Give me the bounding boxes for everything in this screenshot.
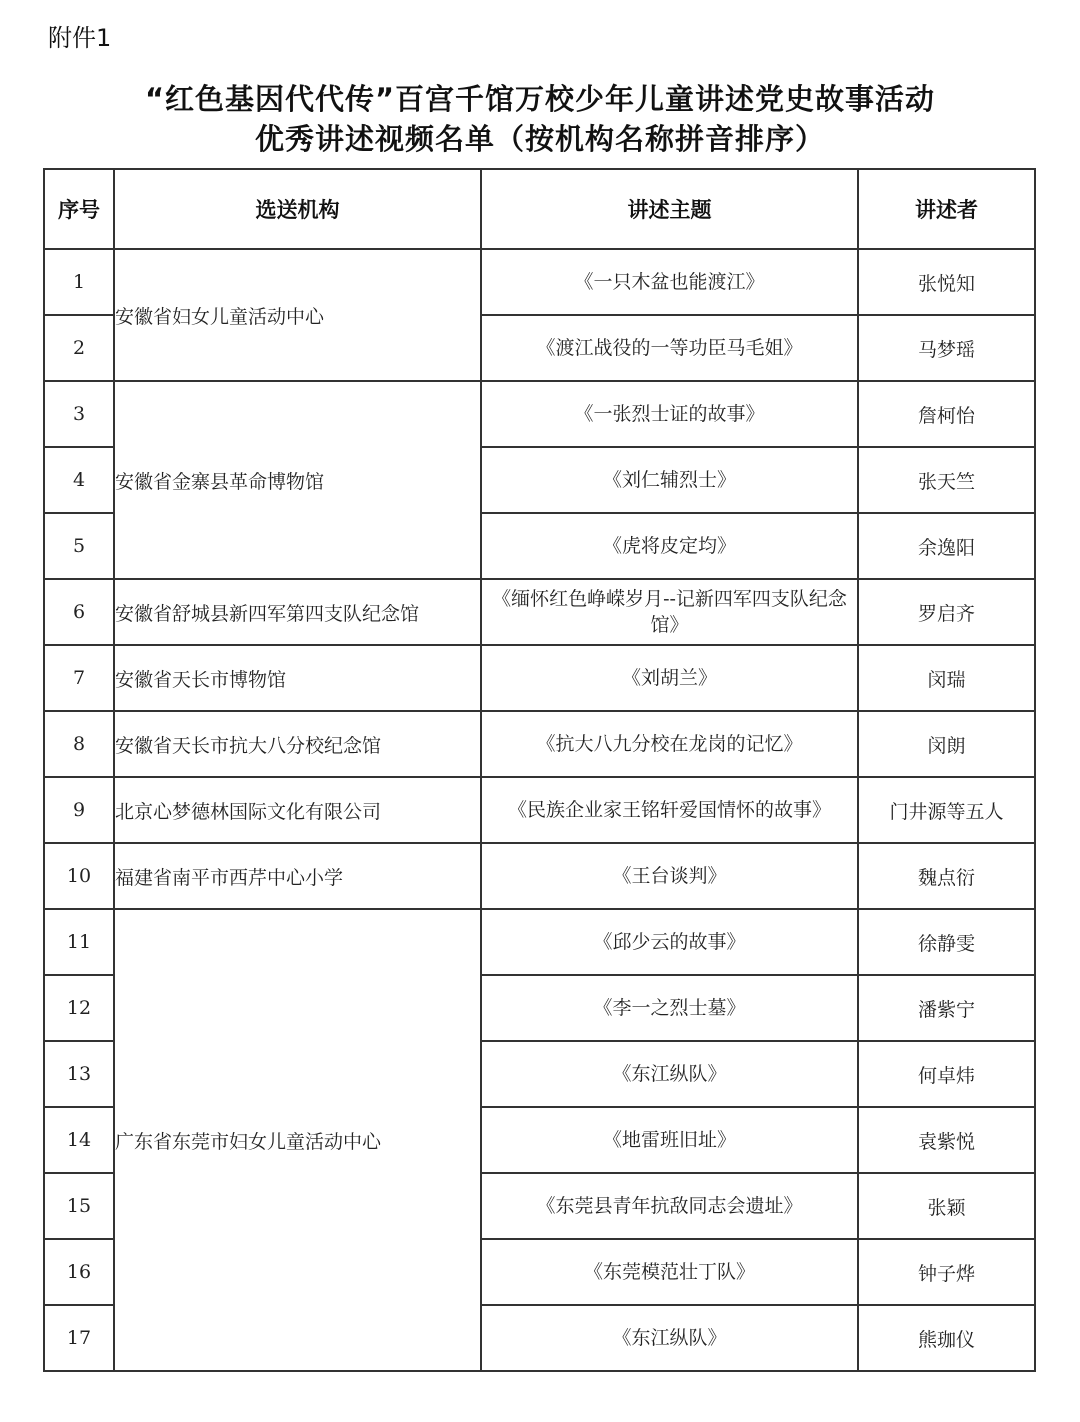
topic-cell: 《缅怀红色峥嵘岁月--记新四军四支队纪念馆》	[481, 579, 858, 645]
serial-number-cell: 1	[44, 249, 114, 315]
attachment-label: 附件1	[48, 24, 112, 52]
narrator-cell: 何卓炜	[858, 1041, 1035, 1107]
topic-cell: 《抗大八九分校在龙岗的记忆》	[481, 711, 858, 777]
table-row	[44, 777, 1035, 843]
table-header-row	[44, 169, 1035, 249]
table-row	[44, 645, 1035, 711]
organization-cell: 福建省南平市西芹中心小学	[114, 843, 481, 909]
serial-number-cell: 14	[44, 1107, 114, 1173]
narrator-cell: 闵瑞	[858, 645, 1035, 711]
organization-cell: 安徽省天长市抗大八分校纪念馆	[114, 711, 481, 777]
serial-number-cell: 3	[44, 381, 114, 447]
document-title-line-1: “红色基因代代传”百宫千馆万校少年儿童讲述党史故事活动	[144, 82, 936, 116]
topic-cell: 《东莞模范壮丁队》	[481, 1239, 858, 1305]
topic-cell: 《邱少云的故事》	[481, 909, 858, 975]
table-body	[44, 249, 1035, 1371]
serial-number-cell: 17	[44, 1305, 114, 1371]
narrator-cell: 张悦知	[858, 249, 1035, 315]
serial-number-cell: 13	[44, 1041, 114, 1107]
serial-number-cell: 12	[44, 975, 114, 1041]
organization-cell: 安徽省舒城县新四军第四支队纪念馆	[114, 579, 481, 645]
video-list-table	[43, 168, 1036, 1372]
topic-cell: 《地雷班旧址》	[481, 1107, 858, 1173]
narrator-cell: 徐静雯	[858, 909, 1035, 975]
table-row	[44, 579, 1035, 645]
topic-cell: 《东江纵队》	[481, 1041, 858, 1107]
table-row	[44, 909, 1035, 975]
table-row	[44, 249, 1035, 315]
organization-cell: 安徽省妇女儿童活动中心	[114, 249, 481, 381]
table-row	[44, 711, 1035, 777]
narrator-cell: 魏点衍	[858, 843, 1035, 909]
narrator-cell: 闵朗	[858, 711, 1035, 777]
topic-cell: 《王台谈判》	[481, 843, 858, 909]
topic-cell: 《李一之烈士墓》	[481, 975, 858, 1041]
narrator-cell: 余逸阳	[858, 513, 1035, 579]
topic-cell: 《虎将皮定均》	[481, 513, 858, 579]
header-topic: 讲述主题	[481, 169, 858, 249]
serial-number-cell: 6	[44, 579, 114, 645]
topic-cell: 《一张烈士证的故事》	[481, 381, 858, 447]
topic-cell: 《渡江战役的一等功臣马毛姐》	[481, 315, 858, 381]
document-title-line-2: 优秀讲述视频名单（按机构名称拼音排序）	[254, 122, 825, 156]
header-serial-number: 序号	[44, 169, 114, 249]
serial-number-cell: 16	[44, 1239, 114, 1305]
serial-number-cell: 8	[44, 711, 114, 777]
serial-number-cell: 11	[44, 909, 114, 975]
serial-number-cell: 10	[44, 843, 114, 909]
organization-cell: 广东省东莞市妇女儿童活动中心	[114, 909, 481, 1371]
table-row	[44, 381, 1035, 447]
serial-number-cell: 7	[44, 645, 114, 711]
topic-cell: 《刘仁辅烈士》	[481, 447, 858, 513]
serial-number-cell: 15	[44, 1173, 114, 1239]
narrator-cell: 熊珈仪	[858, 1305, 1035, 1371]
topic-cell: 《东莞县青年抗敌同志会遗址》	[481, 1173, 858, 1239]
narrator-cell: 门井源等五人	[858, 777, 1035, 843]
narrator-cell: 詹柯怡	[858, 381, 1035, 447]
header-narrator: 讲述者	[858, 169, 1035, 249]
topic-cell: 《东江纵队》	[481, 1305, 858, 1371]
narrator-cell: 马梦瑶	[858, 315, 1035, 381]
narrator-cell: 张天竺	[858, 447, 1035, 513]
narrator-cell: 袁紫悦	[858, 1107, 1035, 1173]
narrator-cell: 潘紫宁	[858, 975, 1035, 1041]
organization-cell: 安徽省天长市博物馆	[114, 645, 481, 711]
narrator-cell: 钟子烨	[858, 1239, 1035, 1305]
serial-number-cell: 2	[44, 315, 114, 381]
header-organization: 选送机构	[114, 169, 481, 249]
serial-number-cell: 5	[44, 513, 114, 579]
narrator-cell: 张颖	[858, 1173, 1035, 1239]
serial-number-cell: 9	[44, 777, 114, 843]
table-row	[44, 843, 1035, 909]
topic-cell: 《刘胡兰》	[481, 645, 858, 711]
organization-cell: 北京心梦德林国际文化有限公司	[114, 777, 481, 843]
serial-number-cell: 4	[44, 447, 114, 513]
topic-cell: 《一只木盆也能渡江》	[481, 249, 858, 315]
narrator-cell: 罗启齐	[858, 579, 1035, 645]
organization-cell: 安徽省金寨县革命博物馆	[114, 381, 481, 579]
topic-cell: 《民族企业家王铭轩爱国情怀的故事》	[481, 777, 858, 843]
